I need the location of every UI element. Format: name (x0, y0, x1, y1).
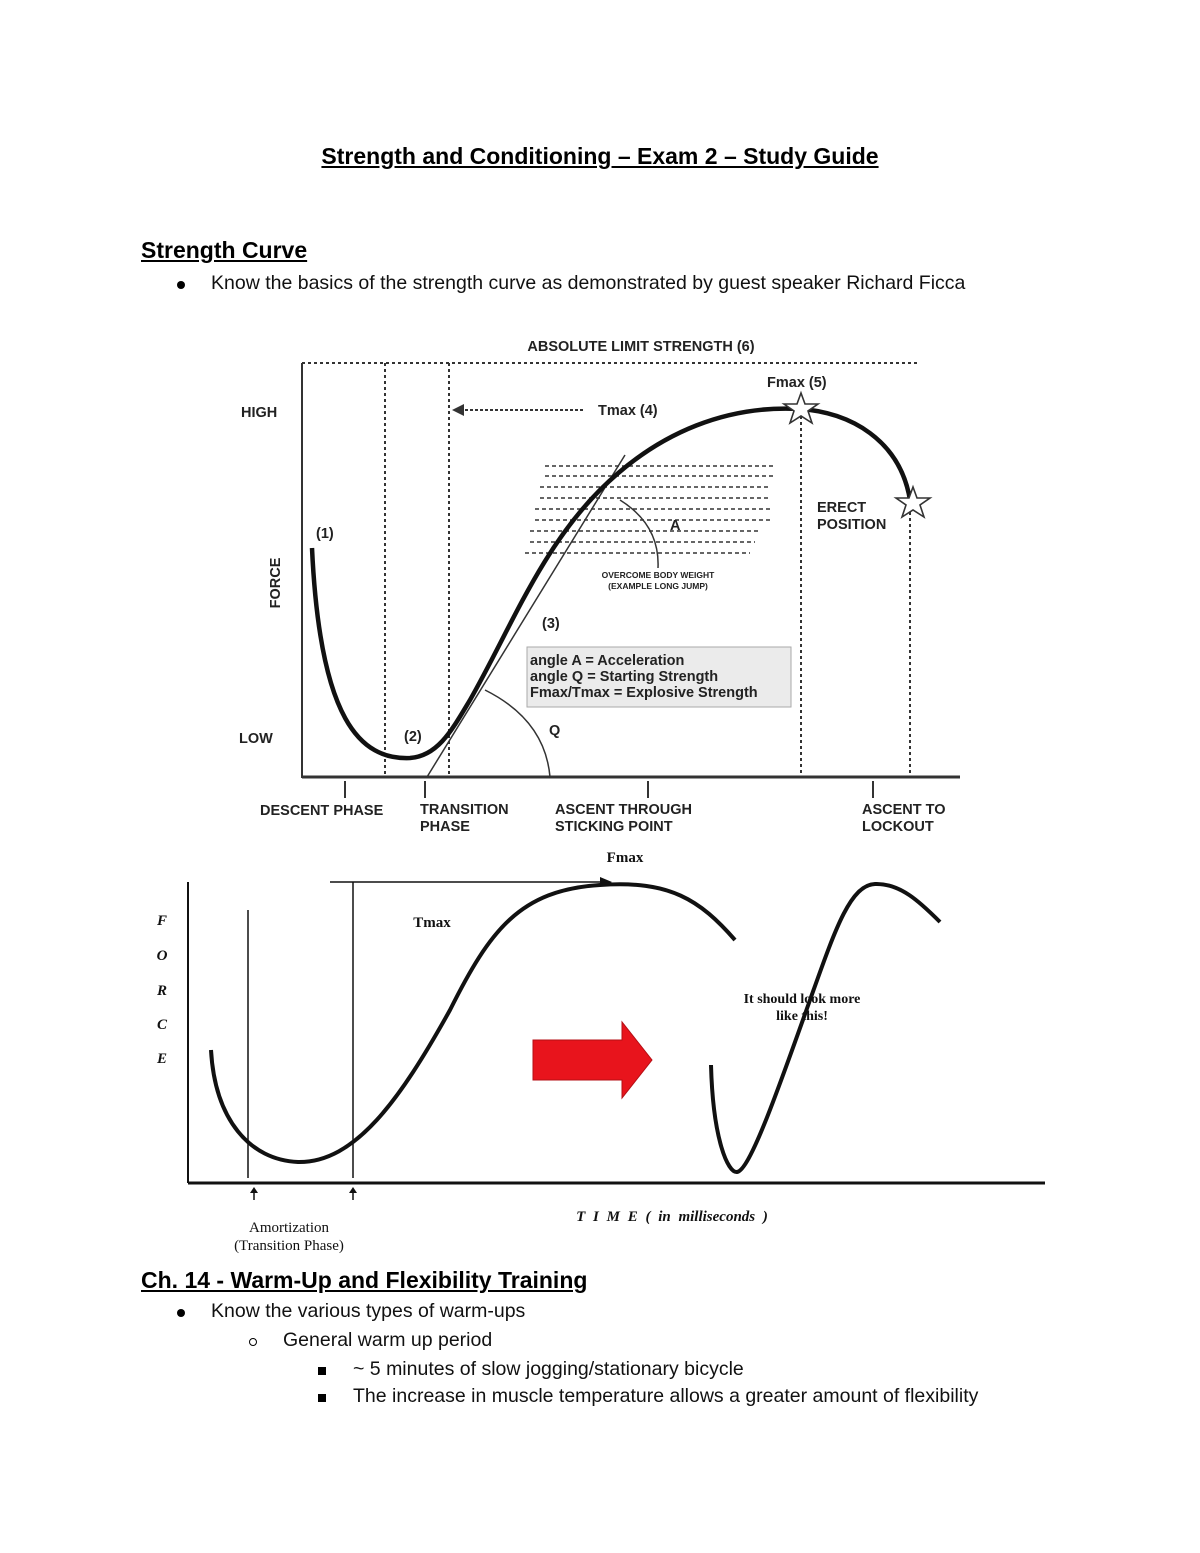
legend-line-3: Fmax/Tmax = Explosive Strength (530, 685, 758, 701)
phase-ascent-2: STICKING POINT (555, 819, 673, 835)
bullet-disc (177, 1309, 185, 1317)
force-letter: F (156, 913, 168, 929)
tmax-label: Tmax (413, 915, 451, 931)
amortization-label-1: Amortization (249, 1220, 329, 1236)
force-time-curve (211, 884, 735, 1162)
bullet-square (318, 1394, 326, 1402)
right-arrow-icon (533, 1022, 652, 1098)
heading-strength-curve: Strength Curve (141, 237, 308, 263)
y-low-label: LOW (239, 731, 273, 747)
label-3: (3) (542, 616, 560, 632)
absolute-limit-label: ABSOLUTE LIMIT STRENGTH (6) (527, 339, 755, 355)
legend-line-1: angle A = Acceleration (530, 653, 685, 669)
phase-lockout-2: LOCKOUT (862, 819, 934, 835)
amortization-label-2: (Transition Phase) (234, 1238, 344, 1254)
ch14-subsub-2: The increase in muscle temperature allows a greater amount of flexibility (353, 1385, 979, 1407)
fmax-label: Fmax (606, 850, 644, 866)
bullet-disc (177, 281, 185, 289)
angle-q-label: Q (549, 723, 561, 739)
ch14-sub-1: General warm up period (283, 1329, 493, 1351)
y-high-label: HIGH (241, 405, 278, 421)
note-label-2: like this! (776, 1009, 828, 1024)
force-time-diagram (0, 845, 1200, 1260)
angle-a-label: A (670, 518, 681, 534)
bullet-circle (249, 1338, 257, 1346)
legend-line-2: angle Q = Starting Strength (530, 669, 719, 685)
force-axis-label: FORCE (268, 557, 284, 609)
ch14-subsub-1: ~ 5 minutes of slow jogging/stationary bicycle (353, 1358, 744, 1380)
document-title: Strength and Conditioning – Exam 2 – Study Guide (321, 143, 879, 169)
star-icon (896, 487, 930, 517)
overcome-label-2: (EXAMPLE LONG JUMP) (608, 581, 708, 591)
phase-transition-2: PHASE (420, 819, 470, 835)
strength-curve-bullet: Know the basics of the strength curve as demonstrated by guest speaker Richard Ficca (211, 272, 966, 294)
strength-curve-diagram (0, 320, 1200, 845)
overcome-label-1: OVERCOME BODY WEIGHT (601, 570, 715, 580)
force-letter: E (156, 1051, 168, 1067)
label-1: (1) (316, 526, 334, 542)
bullet-square (318, 1367, 326, 1375)
amortization-arrow-icon (349, 1187, 357, 1193)
note-label-1: It should look more (743, 992, 861, 1007)
phase-lockout-1: ASCENT TO (862, 802, 946, 818)
erect-label-1: ERECT (817, 500, 867, 516)
force-letter: O (156, 948, 168, 964)
fmax-label: Fmax (5) (767, 375, 827, 391)
ideal-curve (711, 884, 940, 1172)
erect-label-2: POSITION (817, 517, 887, 533)
force-letter: C (156, 1017, 168, 1033)
phase-descent: DESCENT PHASE (260, 803, 384, 819)
ch14-bullet-1: Know the various types of warm-ups (211, 1300, 526, 1322)
heading-ch14: Ch. 14 - Warm-Up and Flexibility Training (141, 1267, 588, 1293)
phase-transition-1: TRANSITION (420, 802, 509, 818)
tmax-arrowhead (452, 404, 464, 416)
tmax-label: Tmax (4) (598, 403, 658, 419)
amortization-arrow-icon (250, 1187, 258, 1193)
phase-ascent-1: ASCENT THROUGH (555, 802, 692, 818)
label-2: (2) (404, 729, 422, 745)
time-axis-label: T I M E ( in milliseconds ) (576, 1209, 768, 1225)
force-letter: R (156, 983, 168, 999)
